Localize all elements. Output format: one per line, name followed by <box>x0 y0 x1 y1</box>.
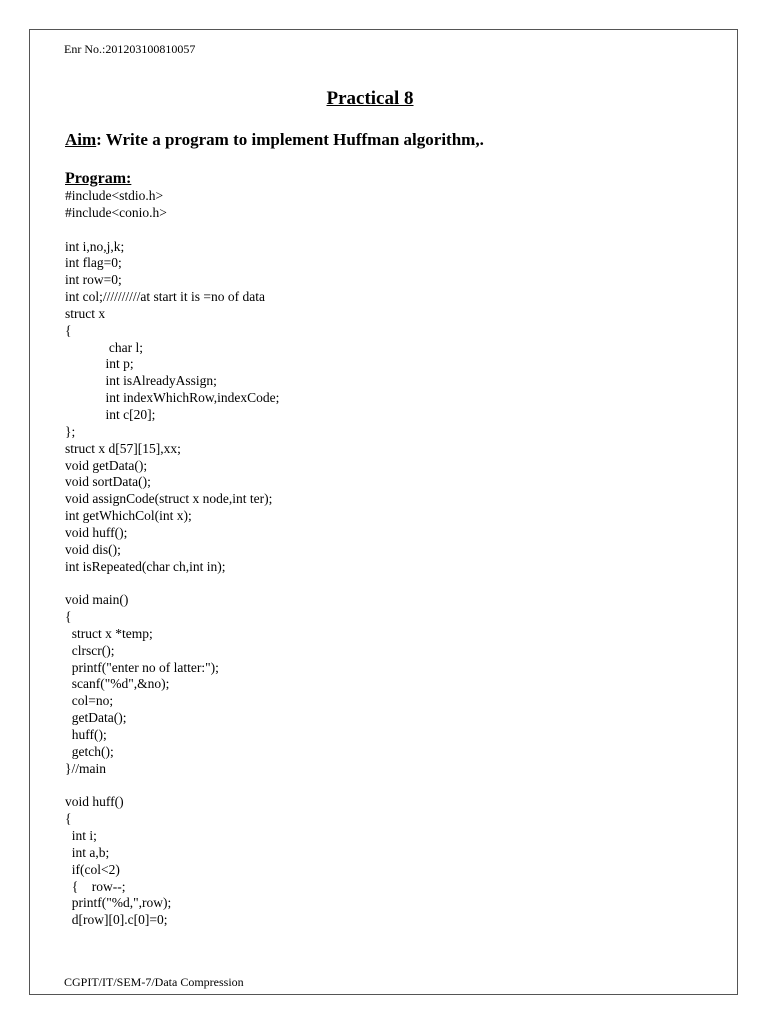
code-line <box>65 778 279 795</box>
code-line <box>65 575 279 592</box>
program-heading: Program: <box>65 170 132 187</box>
footer-course: CGPIT/IT/SEM-7/Data Compression <box>64 975 244 989</box>
code-line: int getWhichCol(int x); <box>65 508 192 524</box>
code-line: struct x *temp; <box>65 625 153 641</box>
code-line: getData(); <box>65 710 127 726</box>
code-line: void dis(); <box>65 541 121 557</box>
code-line: clrscr(); <box>65 642 115 658</box>
code-line: { <box>65 811 72 827</box>
code-line: void assignCode(struct x node,int ter); <box>65 491 273 507</box>
code-line: int indexWhichRow,indexCode; <box>65 390 280 406</box>
code-line: int flag=0; <box>65 255 122 271</box>
code-line: void main() <box>65 592 129 608</box>
code-line: }; <box>65 423 76 439</box>
code-line: int row=0; <box>65 272 122 288</box>
code-line: int c[20]; <box>65 406 156 422</box>
code-line: void huff() <box>65 794 124 810</box>
code-line: int i,no,j,k; <box>65 238 125 254</box>
code-line: scanf("%d",&no); <box>65 676 170 692</box>
code-line: d[row][0].c[0]=0; <box>65 912 168 928</box>
code-line: void getData(); <box>65 457 148 473</box>
code-line: getch(); <box>65 743 114 759</box>
code-line: #include<conio.h> <box>65 204 167 220</box>
code-line: { row--; <box>65 878 126 894</box>
code-line: int isAlreadyAssign; <box>65 373 217 389</box>
code-line: void sortData(); <box>65 474 151 490</box>
code-line: printf("%d,",row); <box>65 895 172 911</box>
code-block <box>65 188 279 929</box>
code-line: }//main <box>65 760 106 776</box>
code-line: int p; <box>65 356 134 372</box>
code-line: { <box>65 322 72 338</box>
code-line: col=no; <box>65 693 114 709</box>
code-line: printf("enter no of latter:"); <box>65 659 219 675</box>
code-line: #include<stdio.h> <box>65 188 164 203</box>
code-line: struct x <box>65 305 106 321</box>
page-title: Practical 8 <box>326 88 414 109</box>
code-line: int a,b; <box>65 844 110 860</box>
code-line: if(col<2) <box>65 861 120 877</box>
code-line: char l; <box>65 339 143 355</box>
code-line: huff(); <box>65 727 107 742</box>
aim-statement <box>65 130 484 150</box>
aim-label: Aim <box>65 130 97 149</box>
aim-text: : Write a program to implement Huffman algorithm,. <box>96 130 484 149</box>
enrollment-number: Enr No.:201203100810057 <box>64 42 196 56</box>
code-line: void huff(); <box>65 524 128 540</box>
code-line: int isRepeated(char ch,int in); <box>65 558 226 574</box>
code-line <box>65 222 279 239</box>
code-line: int col;//////////at start it is =no of data <box>65 289 265 305</box>
code-line: struct x d[57][15],xx; <box>65 440 181 456</box>
code-line: int i; <box>65 828 97 844</box>
code-line: { <box>65 609 72 625</box>
